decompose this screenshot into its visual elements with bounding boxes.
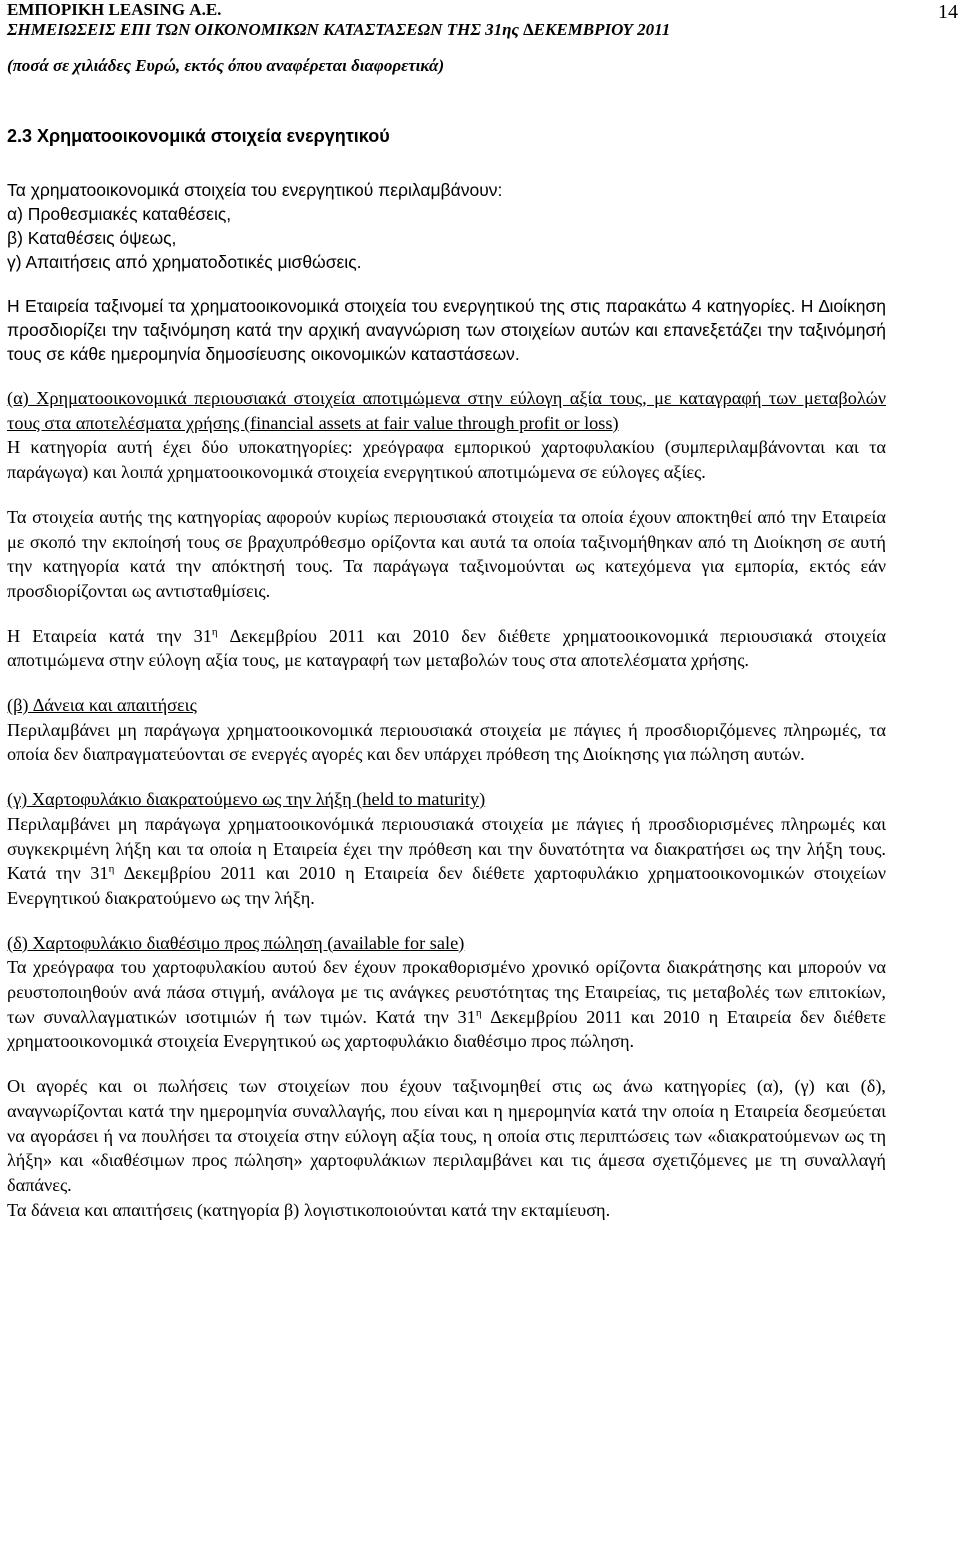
category-c-body [7,812,886,911]
classification-paragraph: Η Εταιρεία ταξινομεί τα χρηματοοικονομικά στοιχεία του ενεργητικού της στις παρακάτω 4 κατηγορίες. Η ∆ιοίκηση προσδιορίζει την ταξινόμηση κατά την αρχική αναγνώριση των στοιχείων αυτών και επανεξετάζει την ταξινόμησή τους σε κάθε ημερομηνία δημοσίευσης οικονομικών καταστάσεων. [7,296,886,364]
document-body [7,124,886,1222]
category-c [7,787,886,911]
category-c-body-text-cont: ∆εκεμβρίου 2011 και 2010 η Εταιρεία δεν διέθετε χαρτοφυλάκιο χρηματοοικονομικών στοιχείων Ενεργητικού διακρατούμενο ως την λήξη. [7,863,887,908]
category-b [7,693,886,767]
ordinal-superscript: η [108,863,115,876]
ordinal-superscript: η [475,1006,482,1019]
ordinal-superscript: η [211,625,218,638]
category-d-body [7,955,886,1054]
intro-item: α) Προθεσμιακές καταθέσεις, [7,204,232,224]
category-a-heading: (α) Χρηματοοικονομικά περιουσιακά στοιχεία αποτιμώμενα στην εύλογη αξία τους, με καταγραφή των μεταβολών τους στα αποτελέσματα χρήσης (financial assets at fair value through profit or loss) [7,388,886,433]
category-d-body-text-cont: ∆εκεμβρίου 2011 και 2010 η Εταιρεία δεν διέθετε χρηματοοικονομικά στοιχεία Ενεργητικού ως χαρτοφυλάκιο διαθέσιμο προς πώληση. [7,1006,886,1052]
category-b-body: Περιλαμβάνει μη παράγωγα χρηματοοικονομικά περιουσιακά στοιχεία με πάγιες ή προσδιοριζόμενες πληρωμές, τα οποία δεν διαπραγματεύονται σε ενεργές αγορές και δεν υπάρχει πρόθεση της ∆ιοίκησης για πώληση αυτών. [7,719,886,765]
notes-title: ΣΗΜΕΙΩΣΕΙΣ ΕΠΙ ΤΩΝ ΟΙΚΟΝΟΜΙΚΩΝ ΚΑΤΑΣΤΑΣΕΩΝ ΤΗΣ 31ης ∆ΕΚΕΜΒΡΙΟΥ 2011 [7,20,671,39]
category-a-paragraph-2: Τα στοιχεία αυτής της κατηγορίας αφορούν κυρίως περιουσιακά στοιχεία τα οποία έχουν αποκτηθεί από την Εταιρεία με σκοπό την εκποίησή τους σε βραχυπρόθεσμο ορίζοντα και αυτά τα οποία ταξινομήθηκαν από τη ∆ιοίκηση σε αυτή την κατηγορία κατά την απόκτησή τους. Τα παράγωγα ταξινομούνται ως κατεχόμενα για εμπορία, εκτός εάν προσδιορίζονται ως αντισταθμίσεις. [7,506,886,601]
closing [7,1074,886,1222]
category-d [7,931,886,1055]
intro-item: β) Καταθέσεις όψεως, [7,228,177,248]
category-a-body: Η κατηγορία αυτή έχει δύο υποκατηγορίες: χρεόγραφα εμπορικού χαρτοφυλακίου (συμπεριλαμβάνονται και τα παράγωγα) και λοιπά χρηματοοικονομικά στοιχεία ενεργητικού αποτιμώμενα σε εύλογες αξίες. [7,437,886,483]
company-name: ΕΜΠΟΡΙΚΗ LEASING Α.Ε. [7,0,222,19]
page-number: 14 [938,1,958,23]
closing-paragraph: Οι αγορές και οι πωλήσεις των στοιχείων που έχουν ταξινομηθεί στις ως άνω κατηγορίες (α), (γ) και (δ), αναγνωρίζονται κατά την ημερομηνία συναλλαγής, που είναι και η ημερομηνία κατά την οποία η Εταιρεία δεσμεύεται να αγοράσει ή να πουλήσει τα στοιχεία στην εύλογη αξία τους, η οποία στις περιπτώσεις των «διακρατούμενων ως τη λήξη» και «διαθέσιμων προς πώληση» χαρτοφυλάκιων περιλαμβάνει και τις άμεσα σχετιζόμενες με τη συναλλαγή δαπάνες. [7,1076,886,1195]
category-d-heading: (δ) Χαρτοφυλάκιο διαθέσιμο προς πώληση (available for sale) [7,932,465,953]
section-title: 2.3 Χρηματοοικονομικά στοιχεία ενεργητικού [7,126,390,146]
category-c-heading: (γ) Χαρτοφυλάκιο διακρατούμενο ως την λήξη (held to maturity) [7,789,486,810]
category-b-heading: (β) ∆άνεια και απαιτήσεις [7,695,197,716]
intro-lead: Τα χρηματοοικονομικά στοιχεία του ενεργητικού περιλαμβάνουν: [7,180,503,200]
category-a [7,386,886,485]
category-a-p3-text-cont: ∆εκεμβρίου 2011 και 2010 δεν διέθετε χρηματοοικονομικά περιουσιακά στοιχεία αποτιμώμενα στην εύλογη αξία τους, με καταγραφή των μεταβολών τους στα αποτελέσματα χρήσης. [7,625,886,671]
amounts-note: (ποσά σε χιλιάδες Ευρώ, εκτός όπου αναφέρεται διαφορετικά) [7,56,445,75]
category-a-paragraph-3 [7,624,886,673]
category-c-body-text: Περιλαμβάνει μη παράγωγα χρηματοοικονόμικά περιουσιακά στοιχεία με πάγιες ή προσδιορισμένες πληρωμές και συγκεκριμένη λήξη και τα οποία η Εταιρεία έχει την πρόθεση και την δυνατότητα να διακρατήσει ως την λήξη τους. Κατά την 31 [7,813,886,884]
category-a-p3-text: Η Εταιρεία κατά την 31 [7,625,212,646]
closing-last-line: Τα δάνεια και απαιτήσεις (κατηγορία β) λογιστικοποιούνται κατά την εκταμίευση. [7,1199,611,1220]
intro-item: γ) Απαιτήσεις από χρηματοδοτικές μισθώσεις. [7,252,362,272]
category-d-body-text: Τα χρεόγραφα του χαρτοφυλακίου αυτού δεν έχουν προκαθορισμένο χρονικό ορίζοντα διακράτησης και μπορούν να ρευστοποιηθούν ανά πάσα στιγμή, ανάλογα με τις ανάγκες ρευστότητας της Εταιρείας, τις μεταβολές των επιτοκίων, των συναλλαγματικών ισοτιμιών ή των τιμών. Κατά την 31 [7,957,886,1027]
